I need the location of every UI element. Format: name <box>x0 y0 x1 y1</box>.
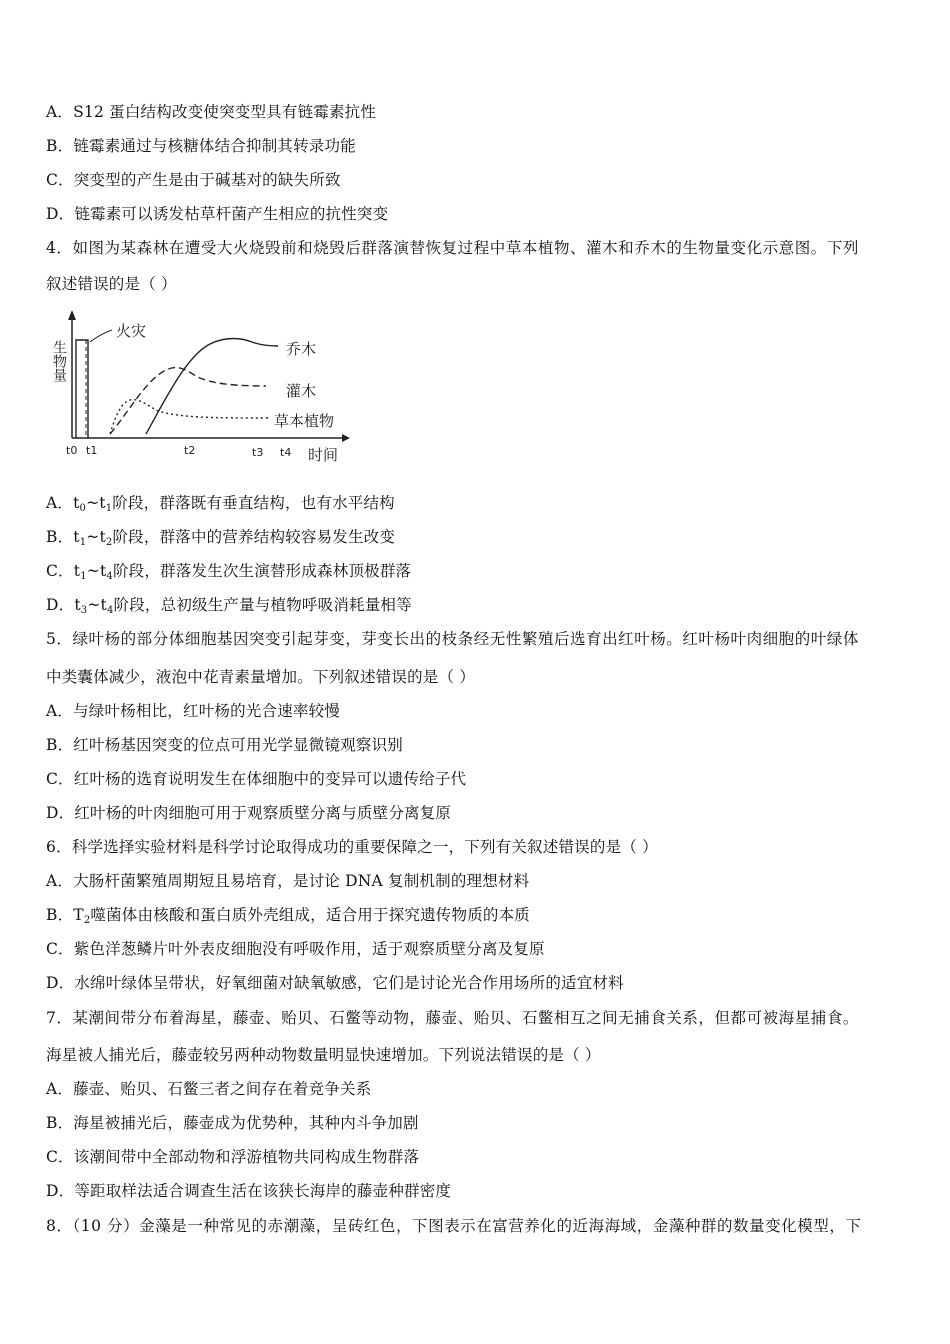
q7-option-a: A．藤壶、贻贝、石鳖三者之间存在着竞争关系 <box>46 1080 372 1098</box>
tick-t3: t3 <box>252 446 264 459</box>
tick-t2: t2 <box>184 444 196 457</box>
q4-stem-line1: 4．如图为某森林在遭受大火烧毁前和烧毁后群落演替恢复过程中草本植物、灌木和乔木的生物量变化示意图。下列 <box>46 239 859 257</box>
q4-stem-line2: 叙述错误的是（ ） <box>46 275 177 293</box>
q6-option-b: B．$T_2$噬菌体由核酸和蛋白质外壳组成，适合用于探究遗传物质的本质 <box>46 906 531 926</box>
q6-option-a: A．大肠杆菌繁殖周期短且易培育，是讨论 DNA 复制机制的理想材料 <box>46 872 530 890</box>
q3-option-d: D．链霉素可以诱发枯草杆菌产生相应的抗性突变 <box>46 205 389 223</box>
y-axis-arrow <box>68 310 76 320</box>
shrub-curve <box>110 368 266 434</box>
label-shrub: 灌木 <box>286 382 317 400</box>
x-axis-label: 时间 <box>308 446 339 464</box>
q7-stem-line2: 海星被人捕光后，藤壶较另两种动物数量明显快速增加。下列说法错误的是（ ） <box>46 1046 601 1064</box>
q5-option-d: D．红叶杨的叶肉细胞可用于观察质壁分离与质壁分离复原 <box>46 804 452 822</box>
q4-biomass-figure <box>46 306 366 466</box>
q8-stem-line1: 8．（10 分）金藻是一种常见的赤潮藻，呈砖红色，下图表示在富营养化的近海海域，金藻种群的数量变化模型，下 <box>46 1217 862 1235</box>
herb-curve <box>110 400 270 434</box>
q6-option-c: C．紫色洋葱鳞片叶外表皮细胞没有呼吸作用，适于观察质壁分离及复原 <box>46 940 545 958</box>
q5-stem-line2: 中类囊体减少，液泡中花青素量增加。下列叙述错误的是（ ） <box>46 668 476 686</box>
fire-pointer <box>90 330 112 342</box>
x-axis-arrow <box>342 434 350 442</box>
q5-option-b: B．红叶杨基因突变的位点可用光学显微镜观察识别 <box>46 736 403 754</box>
q3-option-a: A．S12 蛋白结构改变使突变型具有链霉素抗性 <box>46 103 377 121</box>
q7-option-b: B．海星被捕光后，藤壶成为优势种，其种内斗争加剧 <box>46 1114 419 1132</box>
q4-option-b: B．$t_1\sim t_2$阶段，群落中的营养结构较容易发生改变 <box>46 528 396 548</box>
q5-stem-line1: 5．绿叶杨的部分体细胞基因突变引起芽变，芽变长出的枝条经无性繁殖后选育出红叶杨。红叶杨叶肉细胞的叶绿体 <box>46 630 859 648</box>
q7-option-d: D．等距取样法适合调查生活在该狭长海岸的藤壶种群密度 <box>46 1182 452 1200</box>
tick-t1: t1 <box>86 444 98 457</box>
q4-option-c: C．$t_1\sim t_4$阶段，群落发生次生演替形成森林顶极群落 <box>46 562 412 582</box>
label-tree: 乔木 <box>286 340 317 358</box>
label-herb: 草本植物 <box>274 412 335 430</box>
q4-option-d: D．$t_3\sim t_4$阶段，总初级生产量与植物呼吸消耗量相等 <box>46 596 412 616</box>
tick-t4: t4 <box>280 446 292 459</box>
y-axis-label: 生物量 <box>51 340 67 382</box>
q7-option-c: C．该潮间带中全部动物和浮游植物共同构成生物群落 <box>46 1148 420 1166</box>
q7-stem-line1: 7．某潮间带分布着海星，藤壶、贻贝、石鳖等动物，藤壶、贻贝、石鳖相互之间无捕食关系，但都可被海星捕食。 <box>46 1009 859 1027</box>
q3-option-c: C．突变型的产生是由于碱基对的缺失所致 <box>46 171 341 189</box>
q5-option-c: C．红叶杨的选育说明发生在体细胞中的变异可以遗传给子代 <box>46 770 467 788</box>
q3-option-b: B．链霉素通过与核糖体结合抑制其转录功能 <box>46 137 356 155</box>
q5-option-a: A．与绿叶杨相比，红叶杨的光合速率较慢 <box>46 702 340 720</box>
fire-label: 火灾 <box>116 322 147 340</box>
q4-option-a: A．$t_0\sim t_1$阶段，群落既有垂直结构，也有水平结构 <box>46 494 395 514</box>
q6-option-d: D．水绵叶绿体呈带状，好氧细菌对缺氧敏感，它们是讨论光合作用场所的适宜材料 <box>46 974 624 992</box>
q6-stem: 6．科学选择实验材料是科学讨论取得成功的重要保障之一，下列有关叙述错误的是（ ） <box>46 838 658 856</box>
tick-t0: t0 <box>66 444 78 457</box>
